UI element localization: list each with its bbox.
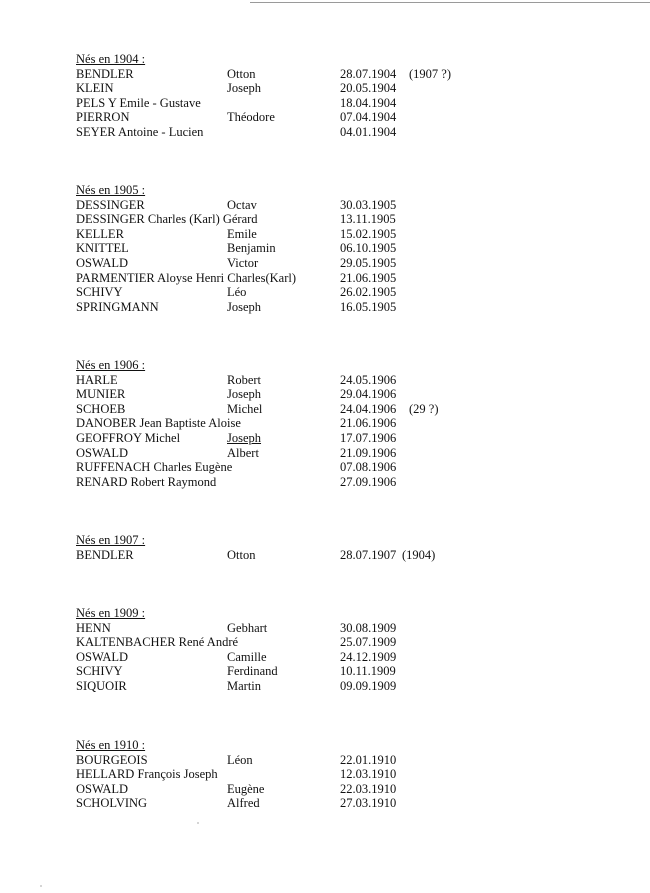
section-heading: Nés en 1904 : xyxy=(76,52,146,66)
surname: BENDLER xyxy=(76,547,134,562)
surname: PIERRON xyxy=(76,110,130,125)
record-row xyxy=(76,227,596,242)
birth-date: 27.09.1906 xyxy=(340,474,397,489)
surname: DESSINGER xyxy=(76,197,145,212)
record-row xyxy=(76,548,596,563)
surname: RUFFENACH Charles Eugène xyxy=(76,460,233,475)
given-name: Benjamin xyxy=(227,241,276,256)
birth-date: 07.04.1904 xyxy=(340,110,397,125)
record-row xyxy=(76,402,596,417)
record-row xyxy=(76,285,596,300)
record-row xyxy=(76,110,596,125)
note: (1904) xyxy=(402,547,436,562)
birth-date: 21.09.1906 xyxy=(340,445,397,460)
birth-date: 29.05.1905 xyxy=(340,255,397,270)
birth-date: 24.04.1906 xyxy=(340,401,397,416)
record-row xyxy=(76,446,596,461)
given-name: Octav xyxy=(227,197,257,212)
surname: KALTENBACHER René André xyxy=(76,635,239,650)
birth-date: 20.05.1904 xyxy=(340,81,397,96)
record-row xyxy=(76,67,596,82)
birth-date: 07.08.1906 xyxy=(340,460,397,475)
birth-date: 22.03.1910 xyxy=(340,781,397,796)
section-heading: Nés en 1906 : xyxy=(76,358,146,372)
surname: MUNIER xyxy=(76,387,126,402)
birth-date: 18.04.1904 xyxy=(340,95,397,110)
surname: SCHIVY xyxy=(76,285,123,300)
surname: KELLER xyxy=(76,226,124,241)
record-row xyxy=(76,679,596,694)
record-row xyxy=(76,621,596,636)
section-heading: Nés en 1905 : xyxy=(76,183,146,197)
section-1906 xyxy=(76,358,596,489)
surname: SPRINGMANN xyxy=(76,299,159,314)
birth-date: 12.03.1910 xyxy=(340,767,397,782)
record-row xyxy=(76,753,596,768)
record-row xyxy=(76,81,596,96)
given-name: Emile xyxy=(227,226,257,241)
record-row xyxy=(76,256,596,271)
given-name: Joseph xyxy=(227,299,262,314)
given-name: Joseph xyxy=(227,430,262,445)
given-name: Michel xyxy=(227,401,263,416)
given-name: Gebhart xyxy=(227,620,268,635)
given-name: Victor xyxy=(227,255,259,270)
section-heading: Nés en 1909 : xyxy=(76,606,146,620)
given-name: Théodore xyxy=(227,110,275,125)
record-row xyxy=(76,387,596,402)
given-name: Eugène xyxy=(227,781,265,796)
birth-date: 06.10.1905 xyxy=(340,241,397,256)
surname: DANOBER Jean Baptiste Aloise xyxy=(76,416,241,431)
record-row xyxy=(76,125,596,140)
record-row xyxy=(76,767,596,782)
surname: OSWALD xyxy=(76,255,129,270)
scan-speck xyxy=(197,822,199,824)
birth-date: 13.11.1905 xyxy=(340,212,396,227)
birth-date: 16.05.1905 xyxy=(340,299,397,314)
surname: KNITTEL xyxy=(76,241,129,256)
birth-date: 28.07.1907 xyxy=(340,547,397,562)
surname: OSWALD xyxy=(76,445,129,460)
birth-date: 21.06.1905 xyxy=(340,270,397,285)
note: (29 ?) xyxy=(409,401,439,416)
birth-date: 22.01.1910 xyxy=(340,752,397,767)
birth-date: 15.02.1905 xyxy=(340,226,397,241)
given-name: Otton xyxy=(227,66,256,81)
record-row xyxy=(76,475,596,490)
record-row xyxy=(76,650,596,665)
birth-date: 30.08.1909 xyxy=(340,620,397,635)
scan-speck xyxy=(40,885,42,887)
record-row xyxy=(76,96,596,111)
birth-date: 25.07.1909 xyxy=(340,635,397,650)
record-row xyxy=(76,782,596,797)
surname: KLEIN xyxy=(76,81,114,96)
given-name: Joseph xyxy=(227,387,262,402)
record-row xyxy=(76,796,596,811)
surname: OSWALD xyxy=(76,781,129,796)
record-row xyxy=(76,431,596,446)
birth-date: 27.03.1910 xyxy=(340,796,397,811)
surname: HENN xyxy=(76,620,111,635)
given-name: Ferdinand xyxy=(227,664,278,679)
birth-date: 24.05.1906 xyxy=(340,372,397,387)
record-row xyxy=(76,373,596,388)
surname: RENARD Robert Raymond xyxy=(76,474,217,489)
birth-date: 10.11.1909 xyxy=(340,664,396,679)
record-row xyxy=(76,212,596,227)
surname: DESSINGER Charles (Karl) Gérard xyxy=(76,212,258,227)
surname: SCHOLVING xyxy=(76,796,148,811)
record-row xyxy=(76,271,596,286)
given-name: Albert xyxy=(227,445,259,460)
section-heading: Nés en 1907 : xyxy=(76,533,146,547)
surname: HELLARD François Joseph xyxy=(76,767,218,782)
surname: OSWALD xyxy=(76,649,129,664)
surname: GEOFFROY Michel xyxy=(76,430,181,445)
section-1904 xyxy=(76,52,596,140)
section-heading: Nés en 1910 : xyxy=(76,738,146,752)
section-1909 xyxy=(76,606,596,694)
surname: PELS Y Emile - Gustave xyxy=(76,95,201,110)
surname: HARLE xyxy=(76,372,118,387)
given-name: Otton xyxy=(227,547,256,562)
given-name: Alfred xyxy=(227,796,260,811)
note: (1907 ?) xyxy=(409,66,451,81)
birth-date: 09.09.1909 xyxy=(340,678,397,693)
top-rule xyxy=(250,2,650,3)
record-row xyxy=(76,198,596,213)
surname: SCHOEB xyxy=(76,401,126,416)
surname: SIQUOIR xyxy=(76,678,127,693)
birth-date: 04.01.1904 xyxy=(340,124,397,139)
birth-date: 29.04.1906 xyxy=(340,387,397,402)
surname: SEYER Antoine - Lucien xyxy=(76,124,204,139)
given-name: Léo xyxy=(227,285,247,300)
given-name: Robert xyxy=(227,372,262,387)
record-row xyxy=(76,664,596,679)
given-name: Joseph xyxy=(227,81,262,96)
birth-date: 26.02.1905 xyxy=(340,285,397,300)
birth-date: 24.12.1909 xyxy=(340,649,397,664)
record-row xyxy=(76,241,596,256)
given-name: Camille xyxy=(227,649,267,664)
birth-date: 28.07.1904 xyxy=(340,66,397,81)
section-1910 xyxy=(76,738,596,811)
surname: SCHIVY xyxy=(76,664,123,679)
given-name: Léon xyxy=(227,752,253,767)
birth-date: 17.07.1906 xyxy=(340,430,397,445)
surname: PARMENTIER Aloyse Henri Charles(Karl) xyxy=(76,270,296,285)
section-1907 xyxy=(76,533,596,562)
birth-date: 30.03.1905 xyxy=(340,197,397,212)
record-row xyxy=(76,300,596,315)
record-row xyxy=(76,416,596,431)
surname: BENDLER xyxy=(76,66,134,81)
birth-date: 21.06.1906 xyxy=(340,416,397,431)
record-row xyxy=(76,460,596,475)
surname: BOURGEOIS xyxy=(76,752,148,767)
record-row xyxy=(76,635,596,650)
given-name: Martin xyxy=(227,678,262,693)
section-1905 xyxy=(76,183,596,314)
